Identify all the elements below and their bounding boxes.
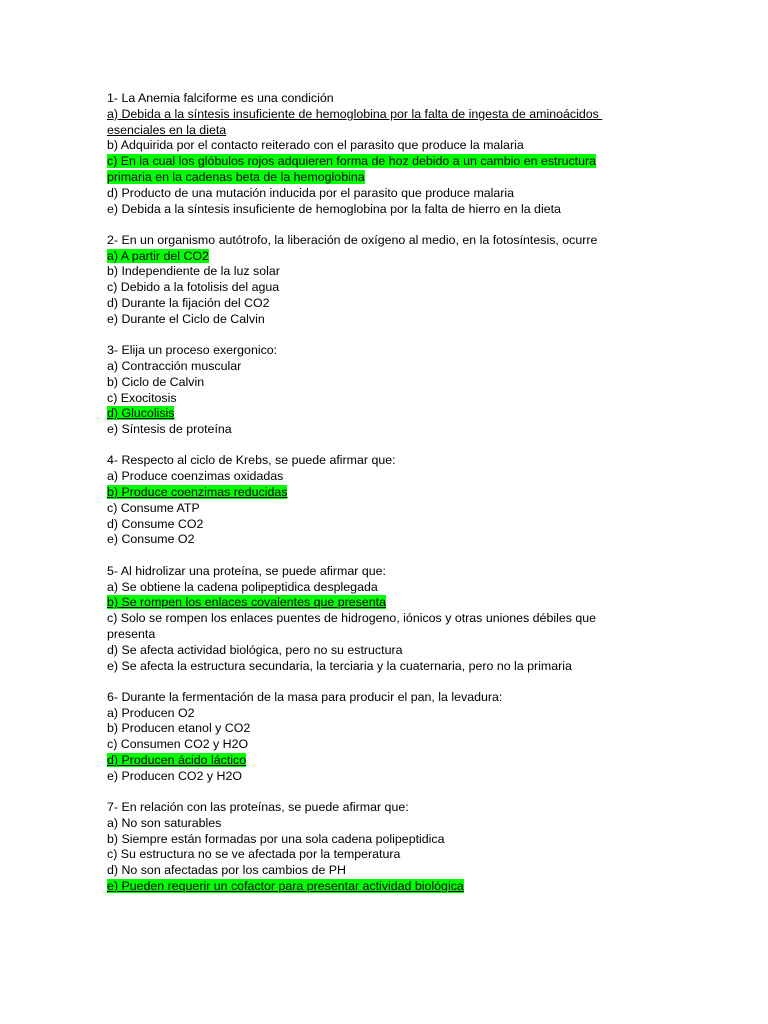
line-text: 7- En relación con las proteínas, se puede afirmar que:	[107, 800, 409, 815]
line-text: a) Debida a la síntesis insuficiente de hemoglobina por la falta de ingesta de aminoácidos	[107, 106, 603, 121]
answer-option	[107, 501, 667, 517]
answer-option	[107, 659, 667, 675]
answer-option	[107, 249, 667, 265]
line-text: d) Durante la fijación del CO2	[107, 296, 270, 311]
answer-option	[107, 406, 667, 422]
answer-option	[107, 847, 667, 863]
line-text: 6- Durante la fermentación de la masa para producir el pan, la levadura:	[107, 689, 503, 704]
answer-option	[107, 611, 667, 627]
answer-option	[107, 595, 667, 611]
answer-option	[107, 186, 667, 202]
question-block	[107, 564, 667, 675]
answer-option	[107, 627, 667, 643]
answer-option	[107, 469, 667, 485]
answer-option	[107, 706, 667, 722]
question-block	[107, 233, 667, 328]
answer-option	[107, 580, 667, 596]
question-text	[107, 343, 667, 359]
answer-option	[107, 721, 667, 737]
answer-option	[107, 202, 667, 218]
line-text: e) Durante el Ciclo de Calvin	[107, 311, 265, 326]
line-text: c) Consume ATP	[107, 500, 200, 515]
answer-option	[107, 312, 667, 328]
line-text: c) Su estructura no se ve afectada por la temperatura	[107, 847, 401, 862]
highlighted-text: c) En la cual los glóbulos rojos adquieren forma de hoz debido a un cambio en estructura	[107, 154, 597, 169]
line-text: b) Producen etanol y CO2	[107, 721, 251, 736]
line-text: a) Producen O2	[107, 705, 195, 720]
answer-option	[107, 170, 667, 186]
answer-option	[107, 737, 667, 753]
line-text: e) Debida a la síntesis insuficiente de hemoglobina por la falta de hierro en la dieta	[107, 201, 561, 216]
answer-option	[107, 485, 667, 501]
line-text: presenta	[107, 626, 156, 641]
answer-option	[107, 375, 667, 391]
highlighted-text: e) Pueden requerir un cofactor para presentar actividad biológica	[107, 879, 464, 894]
question-text	[107, 91, 667, 107]
highlighted-text: d) Glucolisis	[107, 406, 175, 421]
answer-option	[107, 643, 667, 659]
line-text: 3- Elija un proceso exergonico:	[107, 343, 278, 358]
highlighted-text: primaria en la cadenas beta de la hemoglobina	[107, 169, 365, 184]
highlighted-text: b) Produce coenzimas reducidas	[107, 485, 288, 500]
line-text: e) Consume O2	[107, 532, 195, 547]
line-text: a) Contracción muscular	[107, 358, 242, 373]
answer-option	[107, 532, 667, 548]
answer-option	[107, 863, 667, 879]
question-block	[107, 453, 667, 548]
question-text	[107, 233, 667, 249]
question-text	[107, 453, 667, 469]
answer-option	[107, 296, 667, 312]
highlighted-text: d) Producen ácido láctico	[107, 752, 247, 767]
answer-option	[107, 753, 667, 769]
answer-option	[107, 107, 667, 123]
line-text: c) Solo se rompen los enlaces puentes de hidrogeno, iónicos y otras uniones débiles que	[107, 611, 597, 626]
question-block	[107, 91, 667, 217]
line-text: e) Síntesis de proteína	[107, 422, 232, 437]
answer-option	[107, 517, 667, 533]
line-text: c) Consumen CO2 y H2O	[107, 737, 249, 752]
line-text: a) Se obtiene la cadena polipeptidica desplegada	[107, 579, 378, 594]
answer-option	[107, 280, 667, 296]
line-text: c) Debido a la fotolisis del agua	[107, 280, 280, 295]
line-text: d) Producto de una mutación inducida por el parasito que produce malaria	[107, 185, 515, 200]
line-text: c) Exocitosis	[107, 390, 177, 405]
answer-option	[107, 138, 667, 154]
answer-option	[107, 769, 667, 785]
answer-option	[107, 123, 667, 139]
highlighted-text: b) Se rompen los enlaces covalentes que presenta	[107, 595, 386, 610]
line-text: d) Consume CO2	[107, 516, 204, 531]
line-text: d) Se afecta actividad biológica, pero no su estructura	[107, 642, 403, 657]
line-text: 5- Al hidrolizar una proteína, se puede afirmar que:	[107, 563, 386, 578]
answer-option	[107, 422, 667, 438]
line-text: esenciales en la dieta	[107, 122, 227, 137]
question-text	[107, 564, 667, 580]
line-text: b) Independiente de la luz solar	[107, 264, 280, 279]
question-block	[107, 343, 667, 438]
answer-option	[107, 359, 667, 375]
answer-option	[107, 879, 667, 895]
answer-option	[107, 816, 667, 832]
line-text: d) No son afectadas por los cambios de PH	[107, 863, 346, 878]
answer-option	[107, 391, 667, 407]
question-text	[107, 800, 667, 816]
line-text: 2- En un organismo autótrofo, la liberación de oxígeno al medio, en la fotosíntesis, ocurre	[107, 232, 598, 247]
answer-option	[107, 264, 667, 280]
line-text: a) Produce coenzimas oxidadas	[107, 469, 284, 484]
question-block	[107, 800, 667, 895]
line-text: b) Siempre están formadas por una sola cadena polipeptidica	[107, 831, 445, 846]
question-text	[107, 690, 667, 706]
line-text: a) No son saturables	[107, 815, 222, 830]
question-block	[107, 690, 667, 785]
line-text: 1- La Anemia falciforme es una condición	[107, 91, 334, 105]
line-text: 4- Respecto al ciclo de Krebs, se puede afirmar que:	[107, 453, 396, 468]
line-text: e) Se afecta la estructura secundaria, la terciaria y la cuaternaria, pero no la primaria	[107, 658, 572, 673]
line-text: b) Ciclo de Calvin	[107, 374, 205, 389]
document-page	[107, 91, 667, 910]
line-text: b) Adquirida por el contacto reiterado con el parasito que produce la malaria	[107, 138, 524, 153]
line-text: e) Producen CO2 y H2O	[107, 768, 242, 783]
highlighted-text: a) A partir del CO2	[107, 248, 209, 263]
answer-option	[107, 154, 667, 170]
answer-option	[107, 832, 667, 848]
